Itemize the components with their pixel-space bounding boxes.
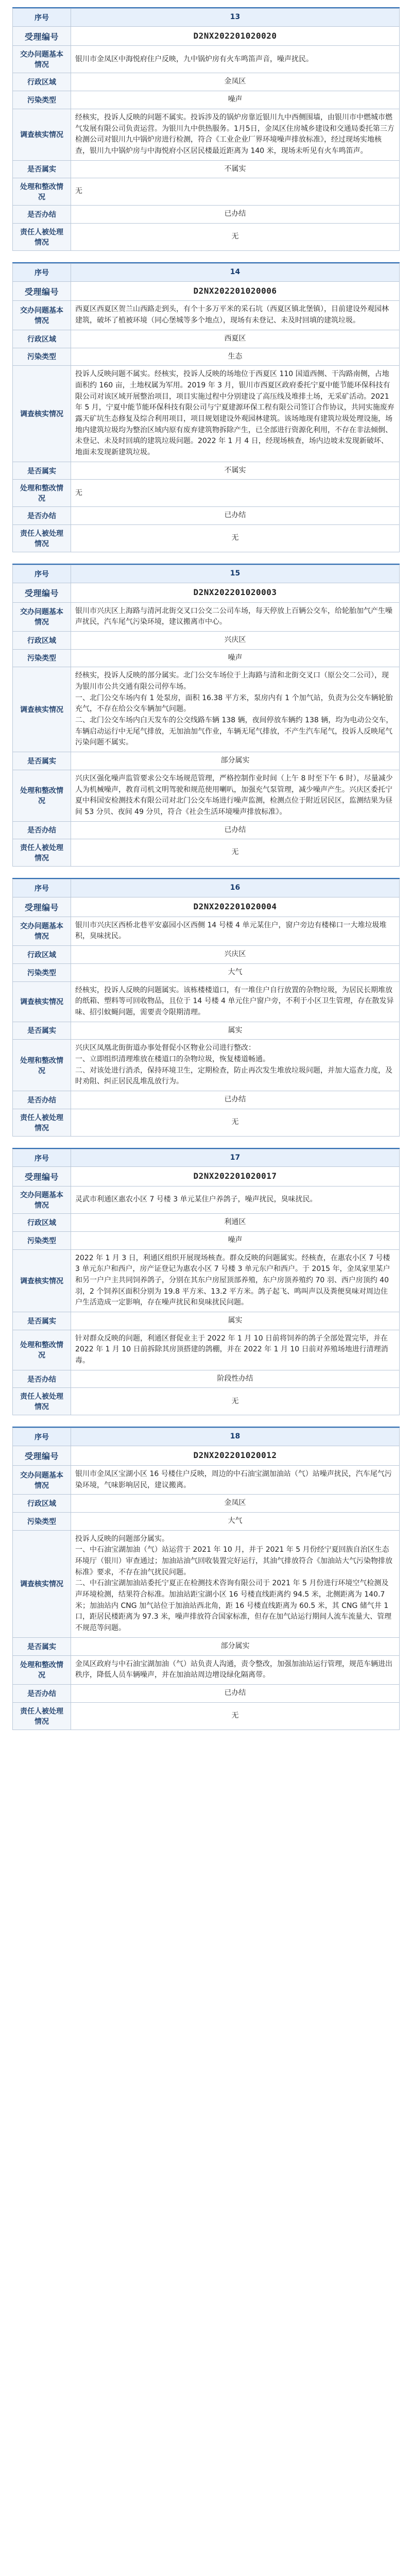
seq-value: 17	[71, 1149, 400, 1167]
code-label: 受理编号	[13, 583, 71, 602]
closed-label: 是否办结	[13, 1684, 71, 1702]
responsible-label: 责任人被处理情况	[13, 1702, 71, 1730]
region-row	[13, 330, 400, 348]
seq-row	[13, 1428, 400, 1446]
region-value: 西夏区	[71, 330, 400, 348]
seq-value: 16	[71, 879, 400, 897]
investigation-row	[13, 667, 400, 752]
basic-label: 交办问题基本情况	[13, 1465, 71, 1494]
is_true-label: 是否属实	[13, 1312, 71, 1330]
closed-value: 已办结	[71, 1684, 400, 1702]
basic-row	[13, 1465, 400, 1494]
code-value: D2NX202201020012	[71, 1446, 400, 1466]
code-value: D2NX202201020020	[71, 26, 400, 46]
is_true-label: 是否属实	[13, 1022, 71, 1040]
pollution-value: 噪声	[71, 1231, 400, 1249]
code-row	[13, 281, 400, 301]
record-table	[12, 565, 400, 867]
seq-row	[13, 879, 400, 897]
responsible-label: 责任人被处理情况	[13, 839, 71, 867]
investigation-label: 调查核实情况	[13, 667, 71, 752]
pollution-label: 污染类型	[13, 91, 71, 109]
pollution-row	[13, 91, 400, 109]
region-value: 兴庆区	[71, 946, 400, 964]
region-value: 兴庆区	[71, 631, 400, 649]
record-table	[12, 1428, 400, 1730]
basic-value: 银川市兴庆区西桥北巷平安嘉园小区西侧 14 号楼 4 单元某住户，窗户旁边有楼梯口一大堆垃圾堆积，臭味扰民。	[71, 917, 400, 945]
code-value: D2NX202201020017	[71, 1167, 400, 1187]
basic-row	[13, 46, 400, 73]
handling-value: 金凤区政府与中石油宝湖加油（气）站负责人沟通，责令整改，加强加油站运行管理，规范车辆进出秩序，降低人员车辆噪声，并在加油站周边增设绿化隔离带。	[71, 1655, 400, 1684]
closed-value: 已办结	[71, 507, 400, 525]
seq-label: 序号	[13, 879, 71, 897]
closed-value: 已办结	[71, 206, 400, 224]
investigation-label: 调查核实情况	[13, 981, 71, 1022]
responsible-row	[13, 1702, 400, 1730]
code-row	[13, 1446, 400, 1466]
record-table	[12, 879, 400, 1136]
investigation-value: 经核实，投诉人反映的部分属实。北门公交车场位于上海路与清和北街交叉口（原公交二公司），现为银川市公共交通有限公司停车场。 一、北门公交车场内有 1 处泵房，面积 16.38 平方米，泵房内有 1 个加气站，负责为公交车辆轮胎充气，不存在给公交车辆加气问题。 二、北门公交车场内白天发车的公交线路车辆 138 辆，夜间停放车辆约 138 辆，均为电动公交车，车辆启动运行中无尾气排放，无加油加气作业，车辆无尾气排放，不产生汽车尾气，投诉人反映尾气污染问题不属实。	[71, 667, 400, 752]
closed-row	[13, 1684, 400, 1702]
closed-row	[13, 1091, 400, 1109]
code-label: 受理编号	[13, 1446, 71, 1466]
pollution-label: 污染类型	[13, 649, 71, 667]
pollution-label: 污染类型	[13, 1512, 71, 1530]
seq-label: 序号	[13, 1428, 71, 1446]
code-label: 受理编号	[13, 1167, 71, 1187]
handling-label: 处理和整改情况	[13, 1655, 71, 1684]
code-row	[13, 583, 400, 602]
closed-value: 已办结	[71, 1091, 400, 1109]
closed-label: 是否办结	[13, 507, 71, 525]
region-value: 利通区	[71, 1214, 400, 1232]
seq-row	[13, 565, 400, 583]
seq-row	[13, 1149, 400, 1167]
region-row	[13, 946, 400, 964]
record-block	[12, 1427, 400, 1730]
handling-label: 处理和整改情况	[13, 1330, 71, 1370]
record-block	[12, 1148, 400, 1416]
basic-value: 银川市金凤区宝湖小区 16 号楼住户反映，周边的中石油宝湖加油站（气）站噪声扰民，汽车尾气污染环境，气味影响居民，建议搬离。	[71, 1465, 400, 1494]
investigation-value: 2022 年 1 月 3 日，利通区组织开展现场核查。群众反映的问题属实。经核查，在惠农小区 7 号楼 3 单元东户和西户，房产证登记为惠农小区 7 号楼 3 单元东户和西户。于 2015 年，金凤家里某户和另一户户主共同饲养鸽子，分别在其东户房屋顶部养殖，东户房顶养殖约 70 羽、西户房顶约 40 羽，2 个饲养区面积分别为 19.8 平方米、13.2 平方米。鸽子起飞、鸣叫声以及粪便臭味对周边住户生活造成一定影响，存在噪声扰民和臭味扰民问题。	[71, 1249, 400, 1312]
handling-value: 兴庆区强化噪声监管要求公交车场规范管理，严格控制作业时间（上午 8 时至下午 6 时），尽量减少人为机械噪声，教育司机文明驾驶和规范使用喇叭，加强充气泵管理，减少噪声产生。兴庆区委托宁夏中科国安检测技术有限公司对北门公交车场进行噪声监测，检测点位于附近居民区，监测结果为昼间 53 分贝、夜间 49 分贝，符合《社会生活环境噪声排放标准》。	[71, 770, 400, 821]
closed-label: 是否办结	[13, 821, 71, 839]
pollution-row	[13, 1512, 400, 1530]
basic-label: 交办问题基本情况	[13, 46, 71, 73]
pollution-value: 噪声	[71, 649, 400, 667]
handling-value: 无	[71, 178, 400, 206]
investigation-row	[13, 1249, 400, 1312]
is-true-row	[13, 1637, 400, 1655]
responsible-label: 责任人被处理情况	[13, 223, 71, 250]
is_true-value: 不属实	[71, 462, 400, 480]
pollution-value: 大气	[71, 1512, 400, 1530]
is_true-label: 是否属实	[13, 462, 71, 480]
investigation-label: 调查核实情况	[13, 1530, 71, 1637]
closed-label: 是否办结	[13, 1091, 71, 1109]
basic-value: 银川市兴庆区上海路与清河北街交叉口公交二公司车场，每天停放上百辆公交车，给轮胎加气产生噪声扰民，汽车尾气污染环境，建议搬离市中心。	[71, 602, 400, 631]
basic-row	[13, 917, 400, 945]
handling-row	[13, 1040, 400, 1091]
closed-value: 阶段性办结	[71, 1370, 400, 1388]
investigation-value: 经核实，投诉人反映的问题不属实。投诉涉及的锅炉房靠近银川九中西侧围墙，由银川市中燃城市燃气发展有限公司负责运营。为银川九中供热服务。1月5日，金凤区住房城乡建设和交通局委托第三方检测公司对银川九中锅炉房进行检测，符合《工业企业厂界环境噪声排放标准》，经过现场实地核查，银川九中锅炉房与中海悦府小区居民楼最近距离为 140 米，现场未听见有火车鸣笛声。	[71, 109, 400, 160]
closed-row	[13, 1370, 400, 1388]
record-table	[12, 263, 400, 552]
region-row	[13, 631, 400, 649]
responsible-row	[13, 525, 400, 552]
code-value: D2NX202201020003	[71, 583, 400, 602]
handling-row	[13, 1655, 400, 1684]
investigation-row	[13, 1530, 400, 1637]
investigation-label: 调查核实情况	[13, 1249, 71, 1312]
closed-label: 是否办结	[13, 206, 71, 224]
pollution-row	[13, 649, 400, 667]
is-true-row	[13, 752, 400, 770]
handling-label: 处理和整改情况	[13, 480, 71, 507]
record-block	[12, 262, 400, 552]
pollution-value: 噪声	[71, 91, 400, 109]
closed-row	[13, 507, 400, 525]
code-value: D2NX202201020004	[71, 897, 400, 917]
region-value: 金凤区	[71, 1495, 400, 1513]
seq-value: 18	[71, 1428, 400, 1446]
investigation-value: 投诉人反映的问题部分属实。 一、中石油宝湖加油（气）站运营于 2021 年 10 月，并于 2021 年 5 月份经宁夏回族自治区生态环境厅（银川）审查通过；加油站油气回收装置完好运行，其油气排放符合《加油站大气污染物排放标准》要求，不存在油气扰民问题。 二、中石油宝湖加油站委托宁夏正在检测技术咨询有限公司于 2021 年 5 月份进行环境空气检测及声环境检测，结果符合标准。加油站距宝湖小区 16 号楼直线距离约 94.5 米，北侧距离为 140.7 米；加油站内 CNG 加气站位于加油站西北角，距 16 号楼直线距离为 60.5 米，其 CNG 储气井 1 口，距居民楼距离为 97.3 米，噪声排放符合国家标准，但存在加气站运行期间人流车流量大、管理不规范等问题。	[71, 1530, 400, 1637]
seq-row	[13, 263, 400, 281]
investigation-label: 调查核实情况	[13, 109, 71, 160]
pollution-value: 生态	[71, 348, 400, 366]
investigation-value: 投诉人反映问题不属实。经核实，投诉人反映的场地位于西夏区 110 国道西侧、干沟路南侧，占地面积约 160 亩，土地权属为军用。2019 年 3 月，银川市西夏区政府委托宁夏中能节能环保科技有限公司对该区域开展整治项目，项目实施过程中分别建设了高压线及堆排土场，无采矿活动。2021 年 5 月，宁夏中能节能环保科技有限公司与宁夏建源环保工程有限公司签订合作协议，共同实施废弃露天矿坑生态修复及综合利用项目，项目规划建设外观园林建筑。该场地现有建筑垃圾处理设施，场地内建筑垃圾均为整治区域内原有废弃建筑物拆除产生，已全部进行资源化利用，不存在非法倾倒、未登记、未及时回填的建筑垃圾问题。2022 年 1 月 4 日，经现场核查，场内边坡未发现新破坏、地面未发现新建筑垃圾。	[71, 366, 400, 462]
code-value: D2NX202201020006	[71, 281, 400, 301]
seq-value: 15	[71, 565, 400, 583]
pollution-row	[13, 348, 400, 366]
basic-row	[13, 301, 400, 330]
basic-value: 灵武市利通区惠农小区 7 号楼 3 单元某住户养鸽子，噪声扰民，臭味扰民。	[71, 1187, 400, 1214]
pollution-label: 污染类型	[13, 1231, 71, 1249]
seq-label: 序号	[13, 263, 71, 281]
pollution-row	[13, 963, 400, 981]
basic-row	[13, 602, 400, 631]
region-label: 行政区域	[13, 73, 71, 91]
responsible-value: 无	[71, 525, 400, 552]
pollution-label: 污染类型	[13, 963, 71, 981]
record-table	[12, 1149, 400, 1416]
is-true-row	[13, 160, 400, 178]
closed-row	[13, 206, 400, 224]
responsible-value: 无	[71, 1109, 400, 1136]
pollution-value: 大气	[71, 963, 400, 981]
basic-row	[13, 1187, 400, 1214]
region-label: 行政区域	[13, 330, 71, 348]
handling-label: 处理和整改情况	[13, 178, 71, 206]
is_true-label: 是否属实	[13, 160, 71, 178]
responsible-label: 责任人被处理情况	[13, 525, 71, 552]
record-block	[12, 878, 400, 1136]
handling-value: 兴庆区凤凰北街街道办事处督促小区物业公司进行整改： 一、立即组织清理堆放在楼道口的杂物垃圾，恢复楼道畅通。 二、对该处进行消杀，保持环境卫生，定期检查，防止再次发生堆放垃圾问题，并加大巡查力度，及时劝阻、纠正居民乱堆乱放行为。	[71, 1040, 400, 1091]
record-table	[12, 8, 400, 251]
handling-value: 针对群众反映的问题，利通区督促业主于 2022 年 1 月 10 日前将饲养的鸽子全部处置完毕，并在 2022 年 1 月 10 日前拆除其房顶搭建的鸽棚，并在 2022 年 1 月 10 日前对养殖场地进行清理消毒。	[71, 1330, 400, 1370]
seq-label: 序号	[13, 9, 71, 27]
is_true-value: 部分属实	[71, 752, 400, 770]
code-row	[13, 26, 400, 46]
region-label: 行政区域	[13, 1214, 71, 1232]
region-value: 金凤区	[71, 73, 400, 91]
basic-label: 交办问题基本情况	[13, 301, 71, 330]
handling-row	[13, 1330, 400, 1370]
responsible-label: 责任人被处理情况	[13, 1109, 71, 1136]
responsible-value: 无	[71, 1702, 400, 1730]
investigation-row	[13, 366, 400, 462]
handling-row	[13, 770, 400, 821]
code-label: 受理编号	[13, 897, 71, 917]
responsible-row	[13, 223, 400, 250]
is_true-label: 是否属实	[13, 752, 71, 770]
handling-label: 处理和整改情况	[13, 770, 71, 821]
code-row	[13, 897, 400, 917]
region-row	[13, 1214, 400, 1232]
handling-label: 处理和整改情况	[13, 1040, 71, 1091]
closed-value: 已办结	[71, 821, 400, 839]
is_true-label: 是否属实	[13, 1637, 71, 1655]
code-label: 受理编号	[13, 26, 71, 46]
basic-value: 银川市金凤区中海悦府住户反映，九中锅炉房有火车鸣笛声音，噪声扰民。	[71, 46, 400, 73]
record-block	[12, 564, 400, 867]
is_true-value: 属实	[71, 1022, 400, 1040]
region-label: 行政区域	[13, 1495, 71, 1513]
is-true-row	[13, 1022, 400, 1040]
is-true-row	[13, 1312, 400, 1330]
basic-label: 交办问题基本情况	[13, 602, 71, 631]
pollution-label: 污染类型	[13, 348, 71, 366]
seq-value: 13	[71, 9, 400, 27]
basic-label: 交办问题基本情况	[13, 1187, 71, 1214]
handling-row	[13, 178, 400, 206]
code-label: 受理编号	[13, 281, 71, 301]
record-block	[12, 7, 400, 251]
region-label: 行政区域	[13, 946, 71, 964]
region-label: 行政区域	[13, 631, 71, 649]
seq-label: 序号	[13, 565, 71, 583]
basic-label: 交办问题基本情况	[13, 917, 71, 945]
handling-row	[13, 480, 400, 507]
handling-value: 无	[71, 480, 400, 507]
region-row	[13, 73, 400, 91]
closed-row	[13, 821, 400, 839]
responsible-row	[13, 1388, 400, 1415]
closed-label: 是否办结	[13, 1370, 71, 1388]
code-row	[13, 1167, 400, 1187]
responsible-value: 无	[71, 223, 400, 250]
investigation-label: 调查核实情况	[13, 366, 71, 462]
region-row	[13, 1495, 400, 1513]
responsible-row	[13, 839, 400, 867]
responsible-value: 无	[71, 839, 400, 867]
investigation-value: 经核实，投诉人反映的问题属实。该栋楼楼道口，有一堆住户自行放置的杂物垃圾，为居民长期堆放的纸箱、塑料等可回收物品，且位于 14 号楼 4 单元住户窗户旁，不利于小区卫生管理，存在散发异味、招引蚊蝇问题，需要责令限期清理。	[71, 981, 400, 1022]
responsible-value: 无	[71, 1388, 400, 1415]
investigation-row	[13, 981, 400, 1022]
responsible-label: 责任人被处理情况	[13, 1388, 71, 1415]
basic-value: 西夏区西夏区贺兰山西路走到头，有个十多万平米的采石坑（西夏区镇北堡镇），目前建设外观园林建筑，破坏了植被环境（同心堡城等多个地点），现场有未登记、未及时回填的建筑垃圾。	[71, 301, 400, 330]
seq-value: 14	[71, 263, 400, 281]
seq-row	[13, 9, 400, 27]
is-true-row	[13, 462, 400, 480]
is_true-value: 部分属实	[71, 1637, 400, 1655]
is_true-value: 不属实	[71, 160, 400, 178]
investigation-row	[13, 109, 400, 160]
seq-label: 序号	[13, 1149, 71, 1167]
is_true-value: 属实	[71, 1312, 400, 1330]
responsible-row	[13, 1109, 400, 1136]
pollution-row	[13, 1231, 400, 1249]
